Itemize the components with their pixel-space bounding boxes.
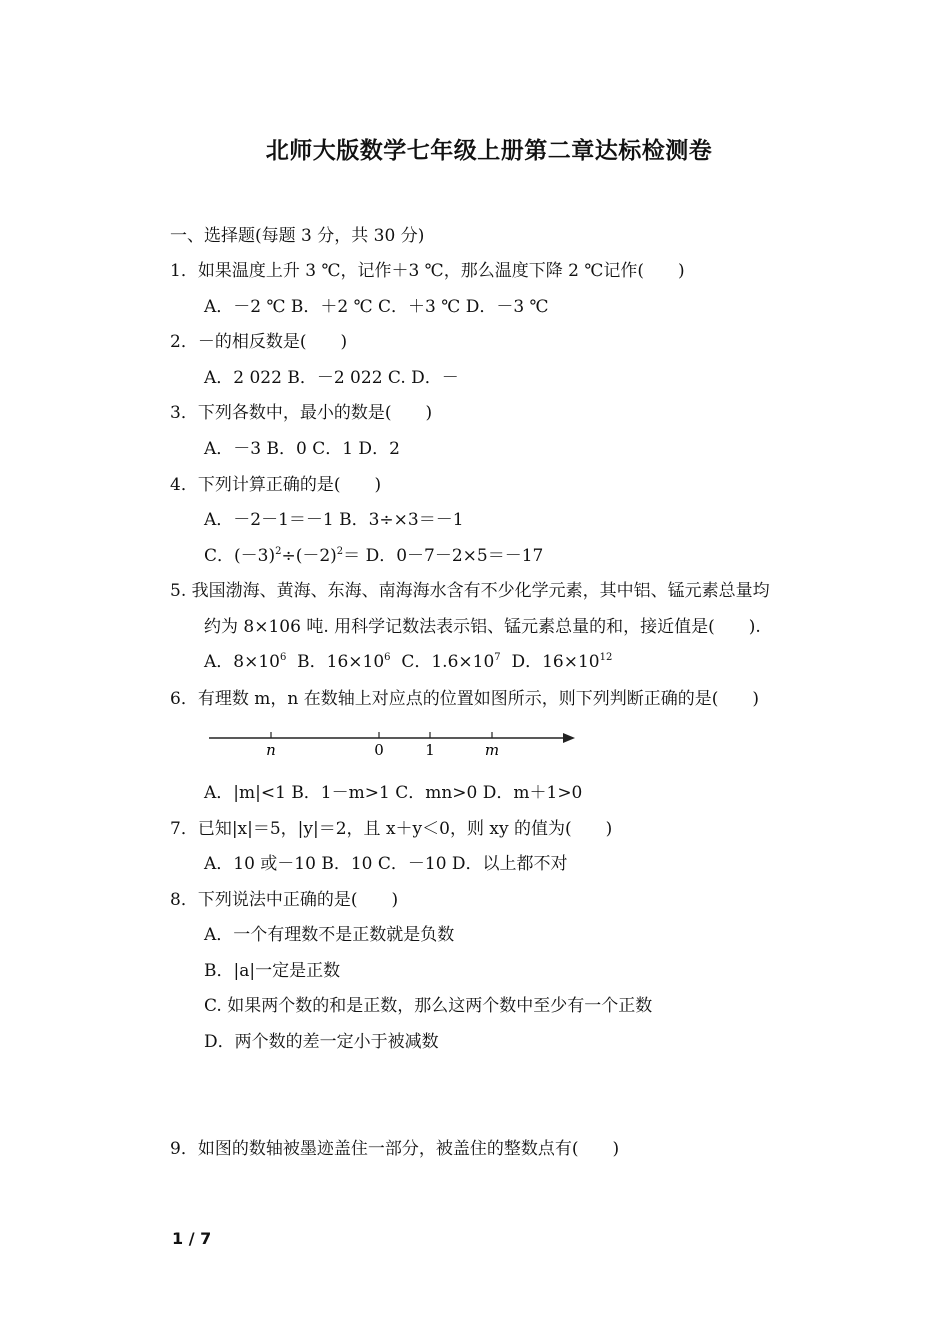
question-8-option-a: A．一个有理数不是正数就是负数: [204, 925, 455, 945]
question-8-stem: 8．下列说法中正确的是( ): [170, 890, 399, 910]
question-1-options: A．－2 ℃ B．＋2 ℃ C．＋3 ℃ D．－3 ℃: [204, 297, 549, 317]
document-title: 北师大版数学七年级上册第二章达标检测卷: [265, 138, 713, 164]
question-8-option-d: D．两个数的差一定小于被减数: [204, 1032, 439, 1052]
question-3-stem: 3．下列各数中，最小的数是( ): [170, 403, 433, 423]
question-8-option-c: C. 如果两个数的和是正数，那么这两个数中至少有一个正数: [204, 996, 653, 1016]
question-5-stem-line-2: 约为 8×106 吨. 用科学记数法表示铝、锰元素总量的和，接近值是( ).: [204, 617, 761, 637]
question-6-stem: 6．有理数 m，n 在数轴上对应点的位置如图所示，则下列判断正确的是( ): [170, 689, 759, 709]
q5-d: D．16×10: [500, 652, 600, 672]
question-4-options-cd: [204, 545, 543, 567]
question-3-options: A．－3 B．0 C．1 D．2: [204, 439, 400, 459]
number-line-figure: [205, 726, 585, 762]
q4-c-exp-1: 2: [275, 546, 282, 557]
question-1-stem: 1．如果温度上升 3 ℃，记作＋3 ℃，那么温度下降 2 ℃记作( ): [170, 261, 685, 281]
number-line-arrow: [563, 733, 575, 743]
question-2-stem: 2．－的相反数是( ): [170, 332, 348, 352]
question-7-stem: 7．已知|x|＝5，|y|＝2，且 x＋y＜0，则 xy 的值为( ): [170, 819, 613, 839]
q5-a: A．8×10: [204, 652, 280, 672]
question-4-stem: 4．下列计算正确的是( ): [170, 475, 382, 495]
q5-b: B．16×10: [286, 652, 385, 672]
label-0: 0: [374, 741, 384, 759]
q5-d-exp: 12: [599, 652, 613, 663]
question-2-options: A．2 022 B．－2 022 C. D．－: [204, 368, 459, 388]
q4-c-pre: C．(－3): [204, 546, 276, 566]
q5-c-exp: 7: [494, 652, 501, 663]
q4-c-mid: ÷(－2): [281, 546, 337, 566]
question-5-options: [204, 651, 612, 673]
q5-c: C．1.6×10: [390, 652, 495, 672]
q5-b-exp: 6: [384, 652, 391, 663]
label-1: 1: [425, 741, 435, 759]
q5-a-exp: 6: [279, 652, 287, 663]
label-m: m: [484, 741, 500, 759]
question-4-options-ab: A．－2－1＝－1 B．3÷×3＝－1: [204, 510, 464, 530]
question-8-option-b: B．|a|一定是正数: [204, 961, 341, 981]
question-6-options: A．|m|<1 B．1－m>1 C．mn>0 D．m＋1>0: [204, 783, 583, 803]
question-5-stem-line-1: 5. 我国渤海、黄海、东海、南海海水含有不少化学元素，其中铝、锰元素总量均: [170, 581, 770, 601]
question-9-stem: 9．如图的数轴被墨迹盖住一部分，被盖住的整数点有( ): [170, 1139, 620, 1159]
label-n: n: [266, 741, 276, 759]
question-7-options: A．10 或－10 B．10 C．－10 D．以上都不对: [204, 854, 568, 874]
page-number: 1 / 7: [172, 1229, 212, 1248]
q4-c-post: ＝ D．0－7－2×5＝－17: [343, 546, 544, 566]
section-heading: 一、选择题(每题 3 分，共 30 分): [170, 226, 425, 246]
q4-c-exp-2: 2: [336, 546, 344, 557]
